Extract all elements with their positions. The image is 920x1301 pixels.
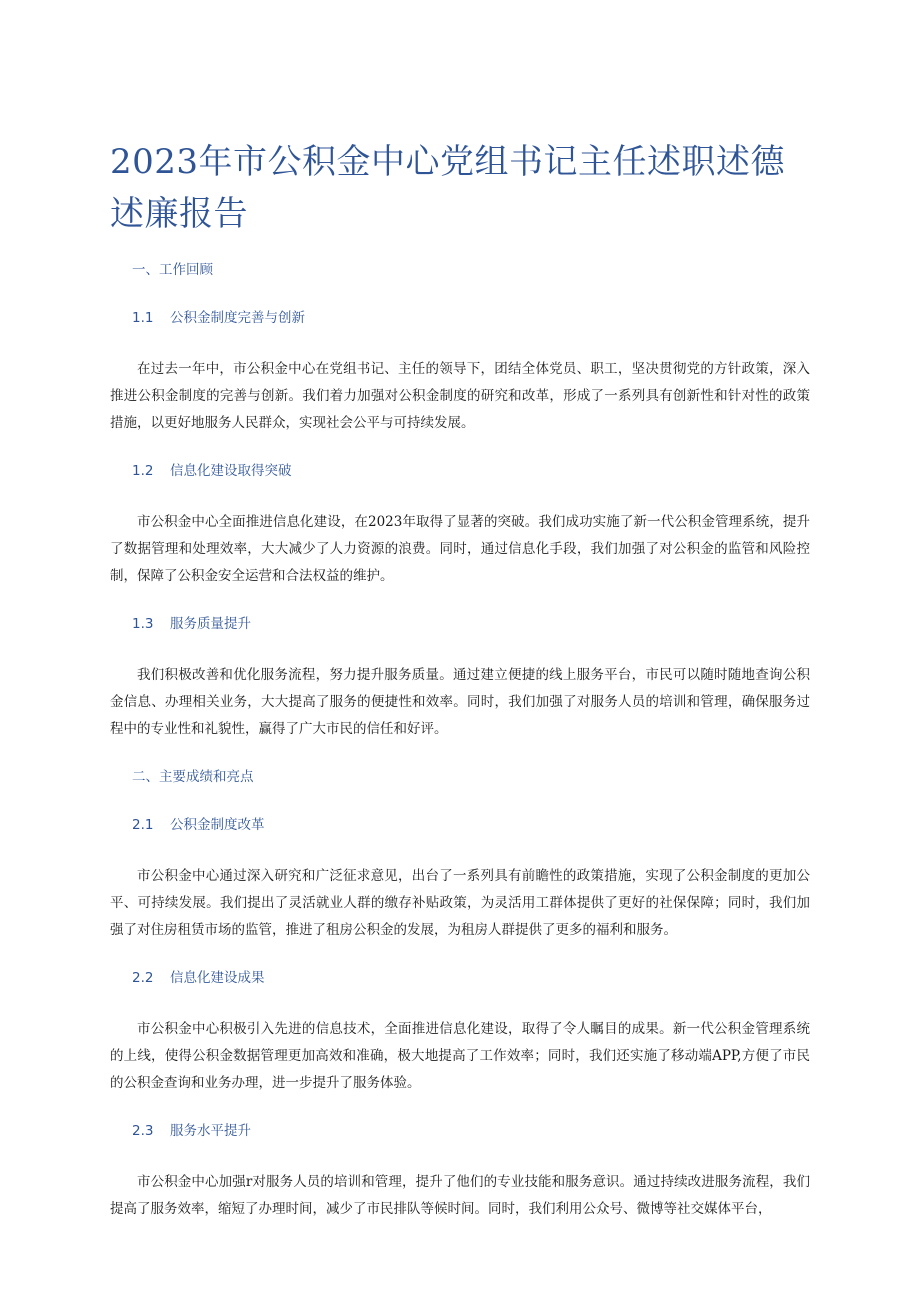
subsection-heading [132,813,810,837]
paragraph: 市公积金中心积极引入先进的信息技术，全面推进信息化建设，取得了令人瞩目的成果。新一代公积金管理系统的上线，使得公积金数据管理更加高效和准确，极大地提高了工作效率；同时，我们还实施了移动端APP,方便了市民的公积金查询和业务办理，进一步提升了服务体验。 [110,1021,810,1091]
document-body [110,258,810,1223]
paragraph: 市公积金中心通过深入研究和广泛征求意见，出台了一系列具有前瞻性的政策措施，实现了公积金制度的更加公平、可持续发展。我们提出了灵活就业人群的缴存补贴政策，为灵活用工群体提供了更好的社保保障；同时，我们加强了对住房租赁市场的监管，推进了租房公积金的发展，为租房人群提供了更多的福利和服务。 [110,868,810,938]
subsection-title: 服务水平提升 [170,1123,251,1139]
subsection-heading [132,306,810,330]
document-title: 2023年市公积金中心党组书记主任述职述德述廉报告 [110,142,786,234]
paragraph: 市公积金中心加强r对服务人员的培训和管理，提升了他们的专业技能和服务意识。通过持续改进服务流程，我们提高了服务效率，缩短了办理时间，减少了市民排队等候时间。同时，我们利用公众号、微博等社交媒体平台， [110,1174,810,1217]
subsection-number: 1.2 [132,463,154,479]
paragraph: 我们积极改善和优化服务流程，努力提升服务质量。通过建立便捷的线上服务平台，市民可以随时随地查询公积金信息、办理相关业务，大大提高了服务的便捷性和效率。同时，我们加强了对服务人员的培训和管理，确保服务过程中的专业性和礼貌性，赢得了广大市民的信任和好评。 [110,667,810,737]
subsection-number: 2.1 [132,817,154,833]
subsection-number: 2.3 [132,1123,154,1139]
subsection-number: 1.1 [132,310,154,326]
subsection-number: 2.2 [132,970,154,986]
section-heading: 二、主要成绩和亮点 [132,769,254,785]
subsection-heading [132,459,810,483]
subsection-heading [132,612,810,636]
subsection-heading [132,1119,810,1143]
paragraph: 在过去一年中，市公积金中心在党组书记、主任的领导下，团结全体党员、职工，坚决贯彻党的方针政策，深入推进公积金制度的完善与创新。我们着力加强对公积金制度的研究和改革，形成了一系列具有创新性和针对性的政策措施，以更好地服务人民群众，实现社会公平与可持续发展。 [110,361,810,431]
subsection-title: 服务质量提升 [170,616,251,632]
subsection-title: 信息化建设取得突破 [170,463,292,479]
paragraph: 市公积金中心全面推进信息化建设，在2023年取得了显著的突破。我们成功实施了新一代公积金管理系统，提升了数据管理和处理效率，大大减少了人力资源的浪费。同时，通过信息化手段，我们加强了对公积金的监管和风险控制，保障了公积金安全运营和合法权益的维护。 [110,514,810,584]
section-heading: 一、工作回顾 [132,262,213,278]
subsection-heading [132,966,810,990]
subsection-title: 公积金制度改革 [170,817,265,833]
subsection-title: 公积金制度完善与创新 [170,310,305,326]
subsection-number: 1.3 [132,616,154,632]
subsection-title: 信息化建设成果 [170,970,265,986]
